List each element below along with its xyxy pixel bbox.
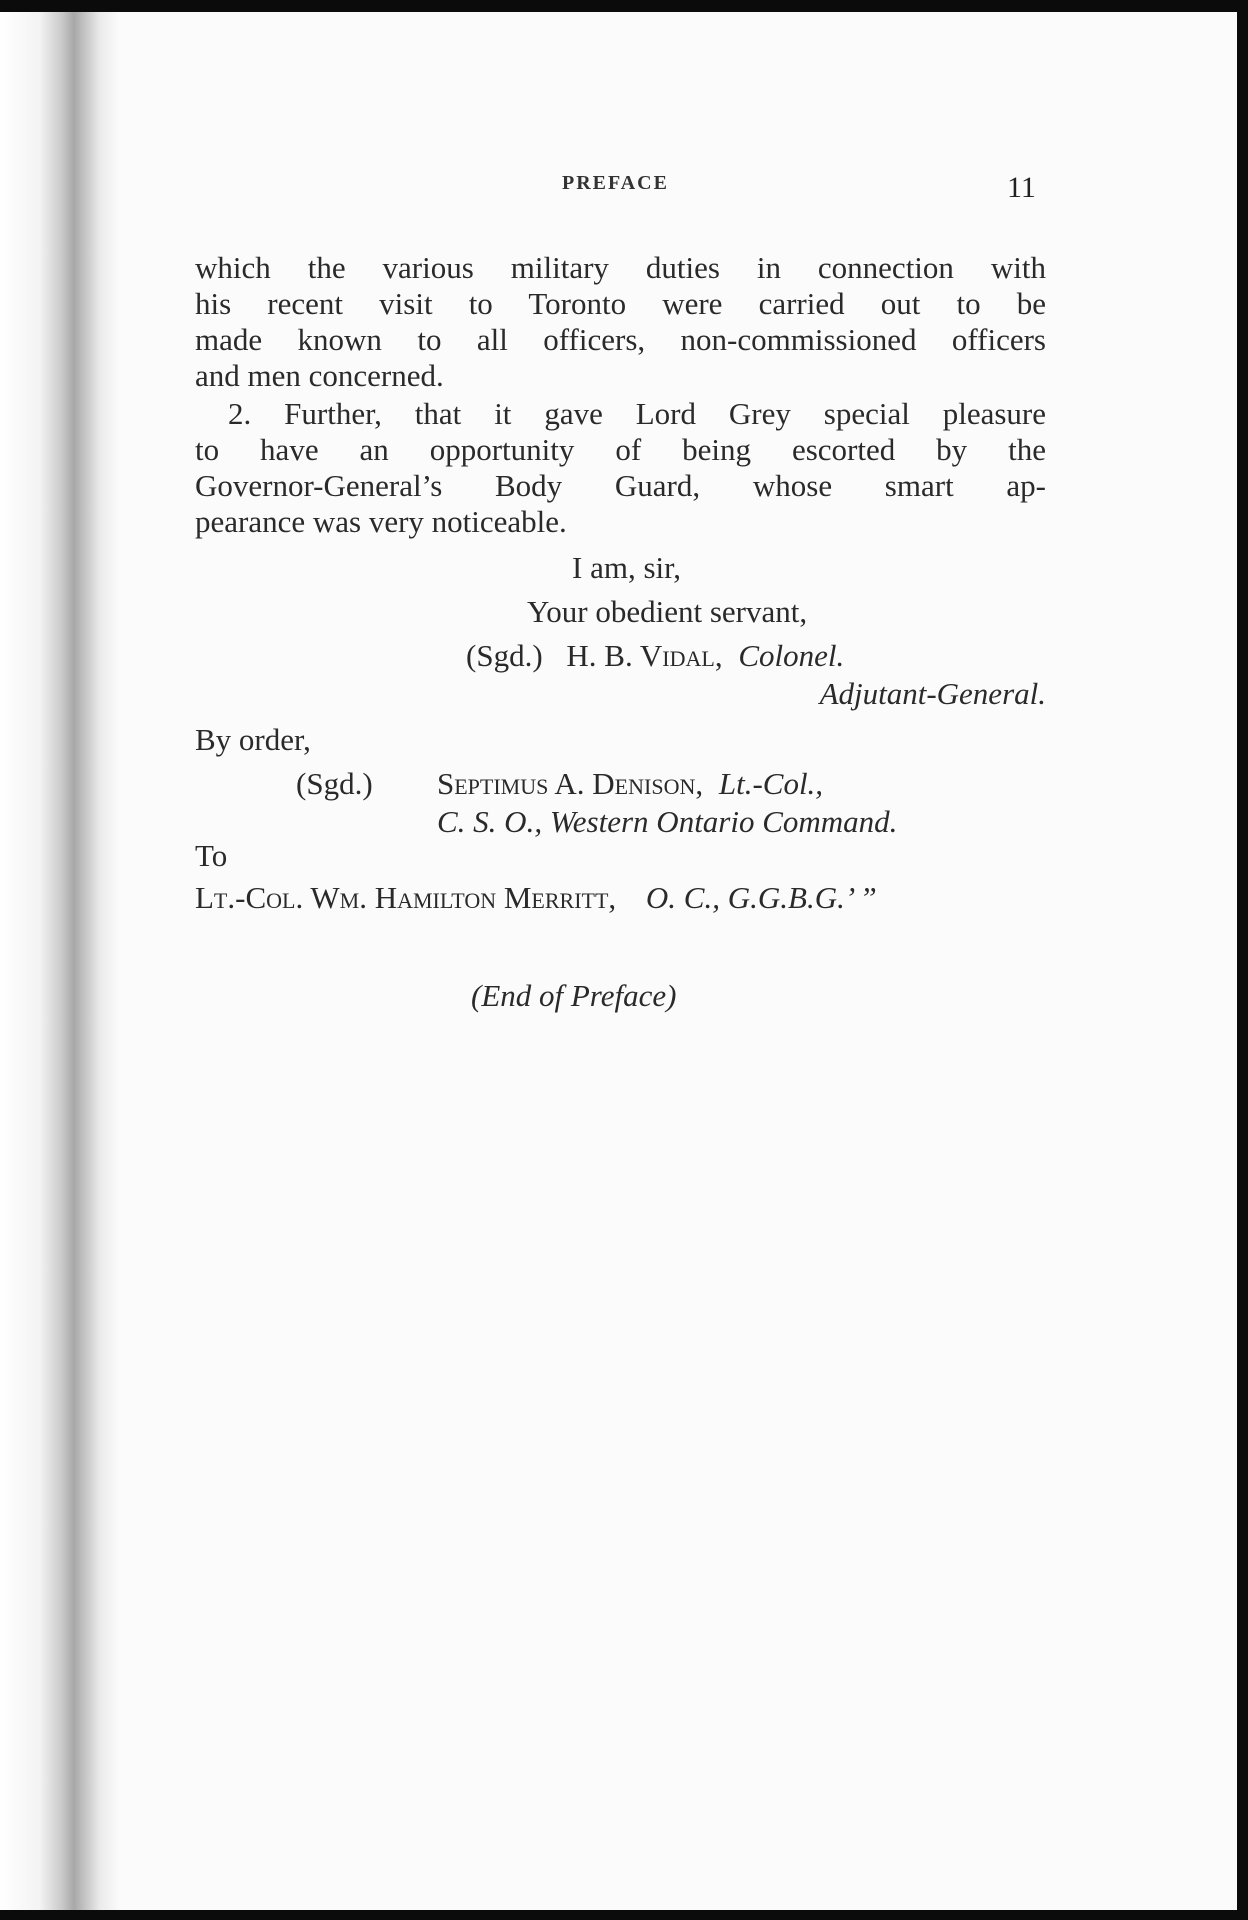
closing-servant: Your obedient servant,	[527, 594, 808, 629]
signer-rank: Lt.-Col.,	[718, 766, 824, 801]
by-order: By order,	[195, 722, 311, 757]
sgd-mark: (Sgd.)	[296, 766, 373, 801]
signer-rank: Colonel.	[738, 638, 845, 673]
signature-block-2	[437, 766, 823, 802]
body-line: Governor-General’s Body Guard, whose smart ap-	[195, 468, 1046, 503]
signature-block-1	[466, 638, 844, 674]
to-label: To	[195, 838, 228, 873]
body-line: to have an opportunity of being escorted by the	[195, 432, 1046, 467]
body-line: pearance was very noticeable.	[195, 504, 567, 539]
end-of-preface: (End of Preface)	[471, 978, 677, 1013]
salutation: I am, sir,	[572, 550, 681, 585]
signer-title: Adjutant-General.	[819, 676, 1046, 711]
signer-name: H. B. Vidal,	[566, 638, 723, 673]
page-text	[0, 12, 1237, 1910]
signer-command: C. S. O., Western Ontario Command.	[437, 804, 898, 839]
addressee-post: O. C., G.G.B.G.’ ”	[645, 880, 877, 915]
body-line: and men concerned.	[195, 358, 444, 393]
body-line: made known to all officers, non-commissioned officers	[195, 322, 1046, 357]
signer-name: Septimus A. Denison,	[437, 766, 704, 801]
book-page	[0, 12, 1237, 1910]
body-line: his recent visit to Toronto were carried out to be	[195, 286, 1046, 321]
body-line: 2. Further, that it gave Lord Grey special pleasure	[228, 396, 1046, 431]
addressee	[195, 880, 877, 916]
body-line: which the various military duties in connection with	[195, 250, 1046, 285]
sgd-mark: (Sgd.)	[466, 638, 543, 673]
running-title: PREFACE	[562, 172, 669, 194]
page-number: 11	[1007, 171, 1036, 204]
addressee-name: Lt.-Col. Wm. Hamilton Merritt,	[195, 880, 617, 915]
